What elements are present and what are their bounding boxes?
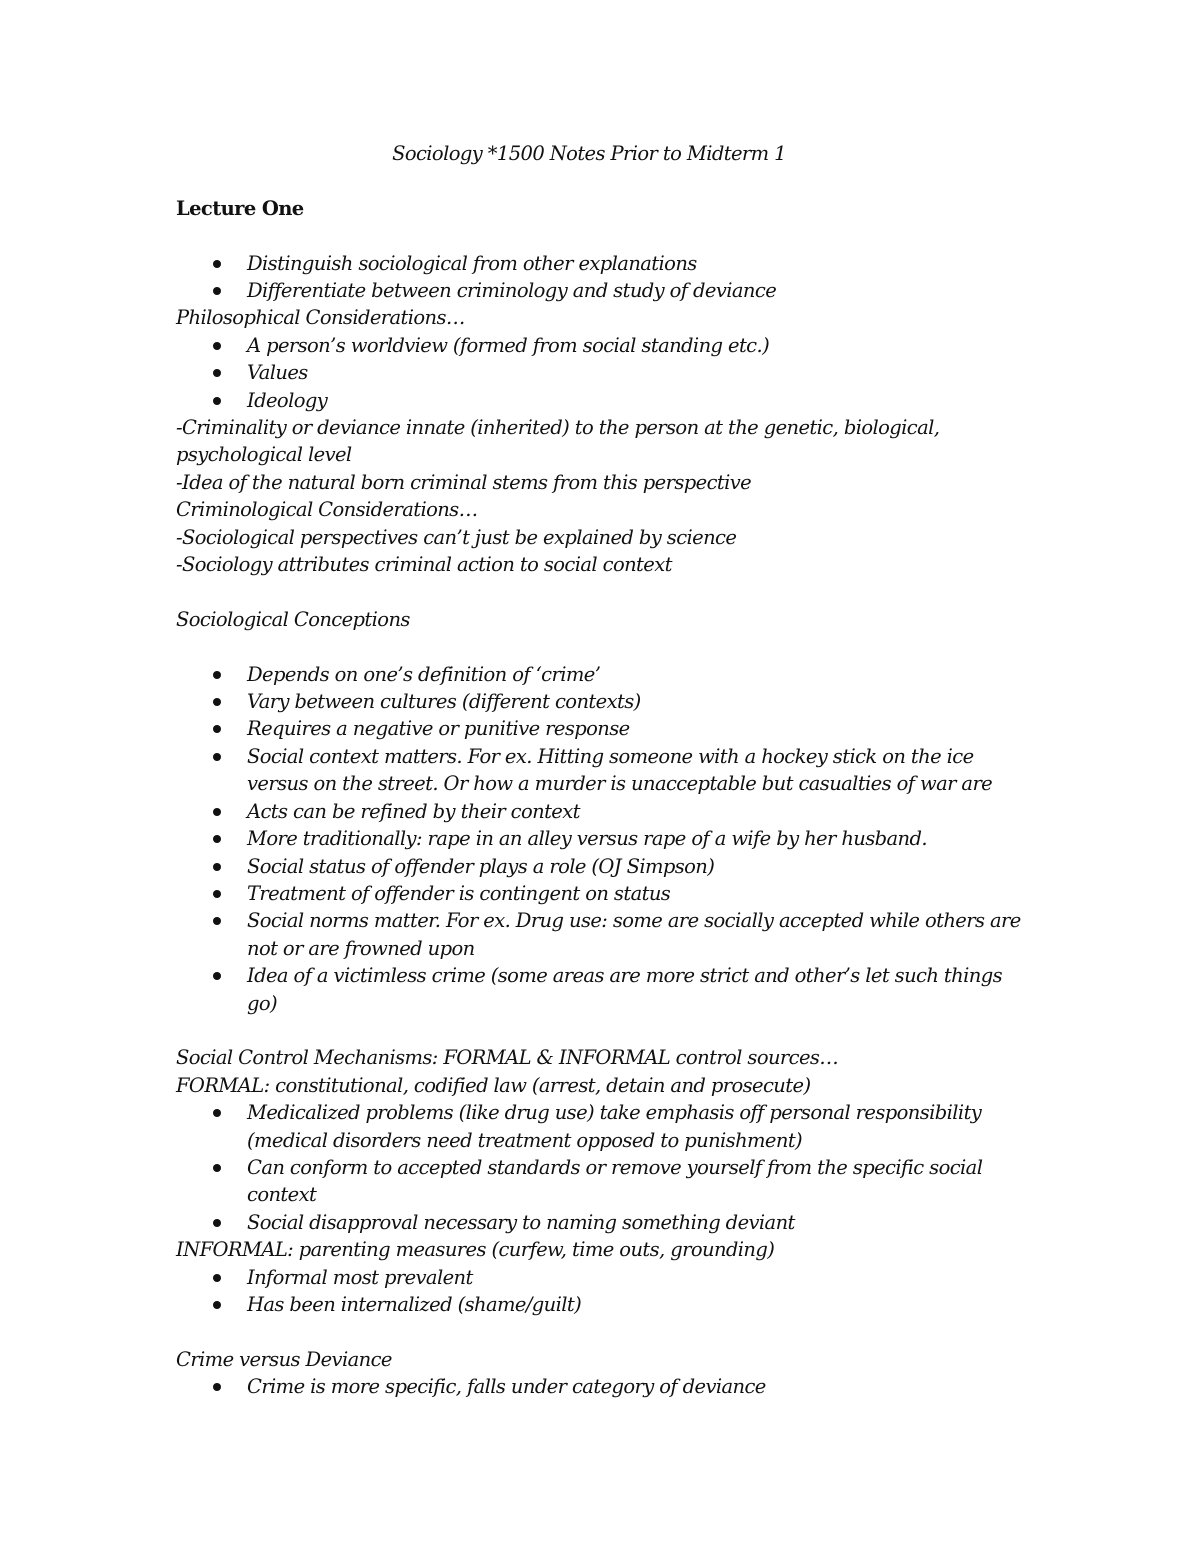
list-item	[176, 880, 1036, 907]
spacer	[176, 633, 1036, 660]
list-item-text: Depends on one’s definition of ‘crime’	[247, 662, 601, 686]
list-item-text: Distinguish sociological from other explanations	[247, 251, 697, 275]
list-item-text: Crime is more specific, falls under category of deviance	[247, 1375, 766, 1399]
criminological-line: -Sociology attributes criminal action to social context	[176, 553, 672, 577]
social-control-heading: Social Control Mechanisms: FORMAL & INFORMAL control sources…	[176, 1046, 839, 1070]
list-item	[176, 688, 1036, 715]
list-item	[176, 962, 1036, 1017]
list-item	[176, 250, 1036, 277]
list-item-text: Vary between cultures (different contexts)	[247, 690, 641, 714]
criminological-heading: Criminological Considerations…	[176, 498, 478, 522]
list-item-text: Idea of a victimless crime (some areas are more strict and other’s let such things go)	[247, 964, 1003, 1015]
list-item	[176, 853, 1036, 880]
list-item	[176, 387, 1036, 414]
philosophical-line: -Criminality or deviance innate (inherited) to the person at the genetic, biological, psychological level	[176, 416, 940, 467]
conceptions-bullet-list	[176, 661, 1036, 1017]
bullet-icon	[213, 863, 221, 871]
bullet-icon	[213, 671, 221, 679]
crime-vs-deviance-heading: Crime versus Deviance	[176, 1347, 392, 1371]
list-item-text: Social disapproval necessary to naming something deviant	[247, 1210, 795, 1234]
bullet-icon	[213, 1219, 221, 1227]
bullet-icon	[213, 698, 221, 706]
bullet-icon	[213, 753, 221, 761]
document-body	[176, 140, 1036, 1401]
list-item	[176, 907, 1036, 962]
conceptions-heading: Sociological Conceptions	[176, 607, 410, 631]
spacer	[176, 1318, 1036, 1345]
informal-heading: INFORMAL: parenting measures (curfew, time outs, grounding)	[176, 1238, 775, 1262]
lecture-heading: Lecture One	[176, 196, 304, 220]
list-item	[176, 332, 1036, 359]
list-item-text: More traditionally: rape in an alley versus rape of a wife by her husband.	[247, 827, 927, 851]
list-item	[176, 715, 1036, 742]
bullet-icon	[213, 287, 221, 295]
bullet-icon	[213, 260, 221, 268]
list-item-text: Social status of offender plays a role (OJ Simpson)	[247, 854, 715, 878]
bullet-icon	[213, 1383, 221, 1391]
intro-bullet-list	[176, 250, 1036, 305]
informal-bullet-list	[176, 1264, 1036, 1319]
crime-vs-deviance-bullet-list	[176, 1373, 1036, 1400]
list-item	[176, 1264, 1036, 1291]
list-item	[176, 1209, 1036, 1236]
philosophical-bullet-list	[176, 332, 1036, 414]
document-title: Sociology *1500 Notes Prior to Midterm 1	[392, 142, 786, 165]
list-item-text: Social norms matter. For ex. Drug use: some are socially accepted while others are not or are frowned upon	[247, 909, 1021, 960]
formal-bullet-list	[176, 1099, 1036, 1236]
list-item-text: Can conform to accepted standards or remove yourself from the specific social context	[247, 1155, 983, 1207]
list-item	[176, 277, 1036, 304]
list-item-text: Medicalized problems (like drug use) take emphasis off personal responsibility (medical disorders need treatment opposed to punishment)	[247, 1101, 982, 1152]
bullet-icon	[213, 725, 221, 733]
list-item	[176, 1154, 1036, 1209]
bullet-icon	[213, 1301, 221, 1309]
bullet-icon	[213, 1164, 221, 1172]
bullet-icon	[213, 890, 221, 898]
list-item	[176, 743, 1036, 798]
bullet-icon	[213, 369, 221, 377]
bullet-icon	[213, 808, 221, 816]
list-item-text: Ideology	[247, 388, 328, 412]
list-item	[176, 825, 1036, 852]
bullet-icon	[213, 972, 221, 980]
list-item	[176, 661, 1036, 688]
list-item-text: Values	[247, 361, 308, 385]
bullet-icon	[213, 397, 221, 405]
list-item-text: Acts can be refined by their context	[247, 799, 580, 823]
bullet-icon	[213, 342, 221, 350]
list-item-text: Differentiate between criminology and study of deviance	[247, 279, 777, 302]
list-item-text: A person’s worldview (formed from social standing etc.)	[247, 333, 770, 357]
list-item	[176, 798, 1036, 825]
formal-heading: FORMAL: constitutional, codified law (arrest, detain and prosecute)	[176, 1073, 811, 1097]
list-item-text: Informal most prevalent	[247, 1265, 473, 1289]
spacer	[176, 222, 1036, 249]
bullet-icon	[213, 835, 221, 843]
spacer	[176, 1017, 1036, 1044]
philosophical-line: -Idea of the natural born criminal stems from this perspective	[176, 470, 752, 494]
list-item	[176, 1099, 1036, 1154]
bullet-icon	[213, 1274, 221, 1282]
list-item	[176, 1291, 1036, 1318]
list-item	[176, 359, 1036, 386]
philosophical-heading: Philosophical Considerations…	[176, 306, 465, 330]
spacer	[176, 167, 1036, 194]
list-item-text: Treatment of offender is contingent on status	[247, 881, 671, 905]
criminological-line: -Sociological perspectives can’t just be explained by science	[176, 525, 737, 549]
list-item-text: Has been internalized (shame/guilt)	[247, 1292, 582, 1316]
spacer	[176, 578, 1036, 605]
list-item-text: Social context matters. For ex. Hitting someone with a hockey stick on the ice versus on the street. Or how a murder is unacceptable but casualties of war are	[247, 744, 993, 796]
bullet-icon	[213, 1109, 221, 1117]
list-item-text: Requires a negative or punitive response	[247, 717, 630, 741]
bullet-icon	[213, 917, 221, 925]
list-item	[176, 1373, 1036, 1400]
